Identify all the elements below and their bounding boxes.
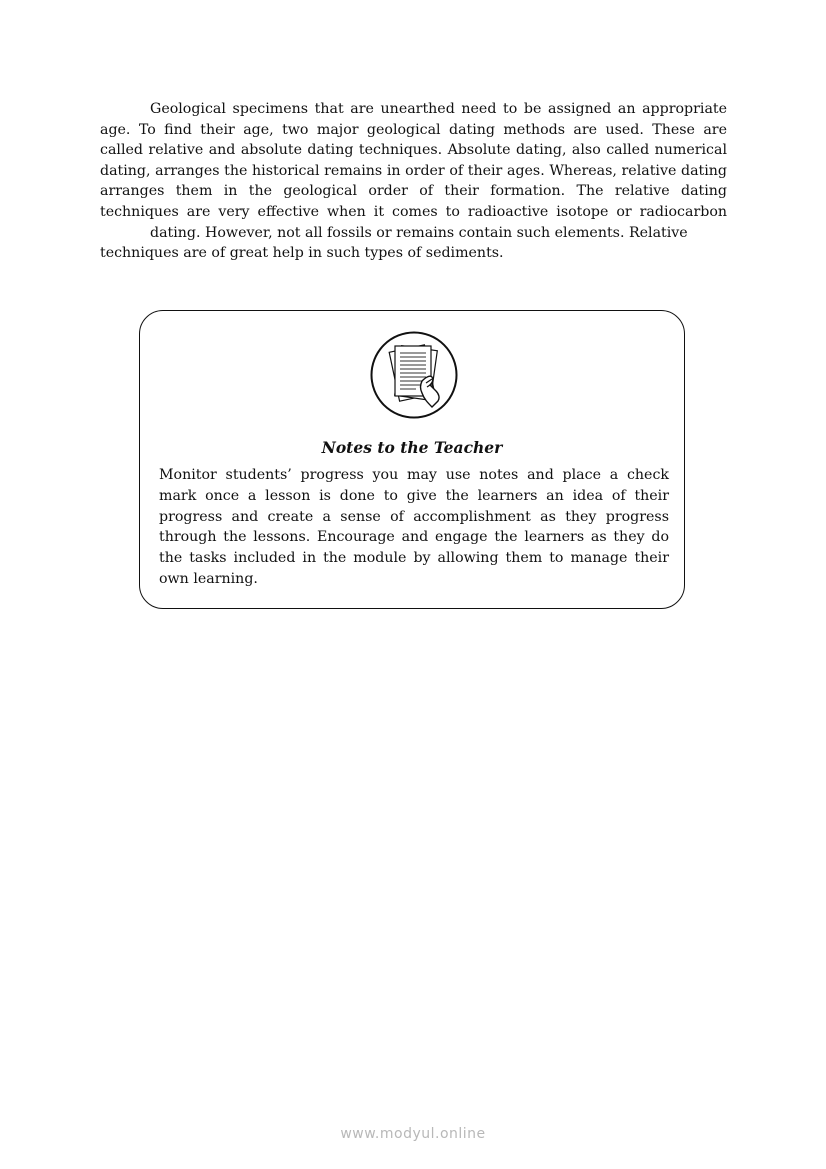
note-line: the tasks included in the module by allowing them to manage their — [159, 550, 669, 567]
paragraph-line: techniques are very effective when it comes to radioactive isotope or radiocarbon — [100, 203, 727, 220]
paragraph-line: age. To find their age, two major geological dating methods are used. These are — [100, 121, 727, 138]
paragraph-line: dating, arranges the historical remains in order of their ages. Whereas, relative dating — [100, 162, 727, 179]
note-line: Monitor students’ progress you may use notes and place a check — [159, 467, 669, 483]
note-line: through the lessons. Encourage and engage the learners as they do — [159, 529, 669, 546]
note-line: mark once a lesson is done to give the learners an idea of their — [159, 487, 669, 504]
paragraph-line: dating. However, not all fossils or remains contain such elements. Relative — [150, 224, 688, 241]
paragraph-line: techniques are of great help in such types of sediments. — [100, 245, 504, 262]
intro-paragraph — [100, 99, 727, 264]
paragraph-line: arranges them in the geological order of their formation. The relative dating — [100, 183, 727, 200]
note-title: Notes to the Teacher — [321, 438, 503, 457]
watermark: www.modyul.online — [340, 1126, 486, 1142]
notes-to-teacher-box — [139, 310, 685, 609]
papers-in-hand-icon — [370, 331, 458, 419]
note-line: own learning. — [159, 570, 258, 587]
paragraph-line: called relative and absolute dating techniques. Absolute dating, also called numerical — [100, 142, 727, 159]
paragraph-line: Geological specimens that are unearthed need to be assigned an appropriate — [150, 101, 727, 117]
note-line: progress and create a sense of accomplishment as they progress — [159, 508, 669, 525]
note-body — [159, 465, 669, 590]
